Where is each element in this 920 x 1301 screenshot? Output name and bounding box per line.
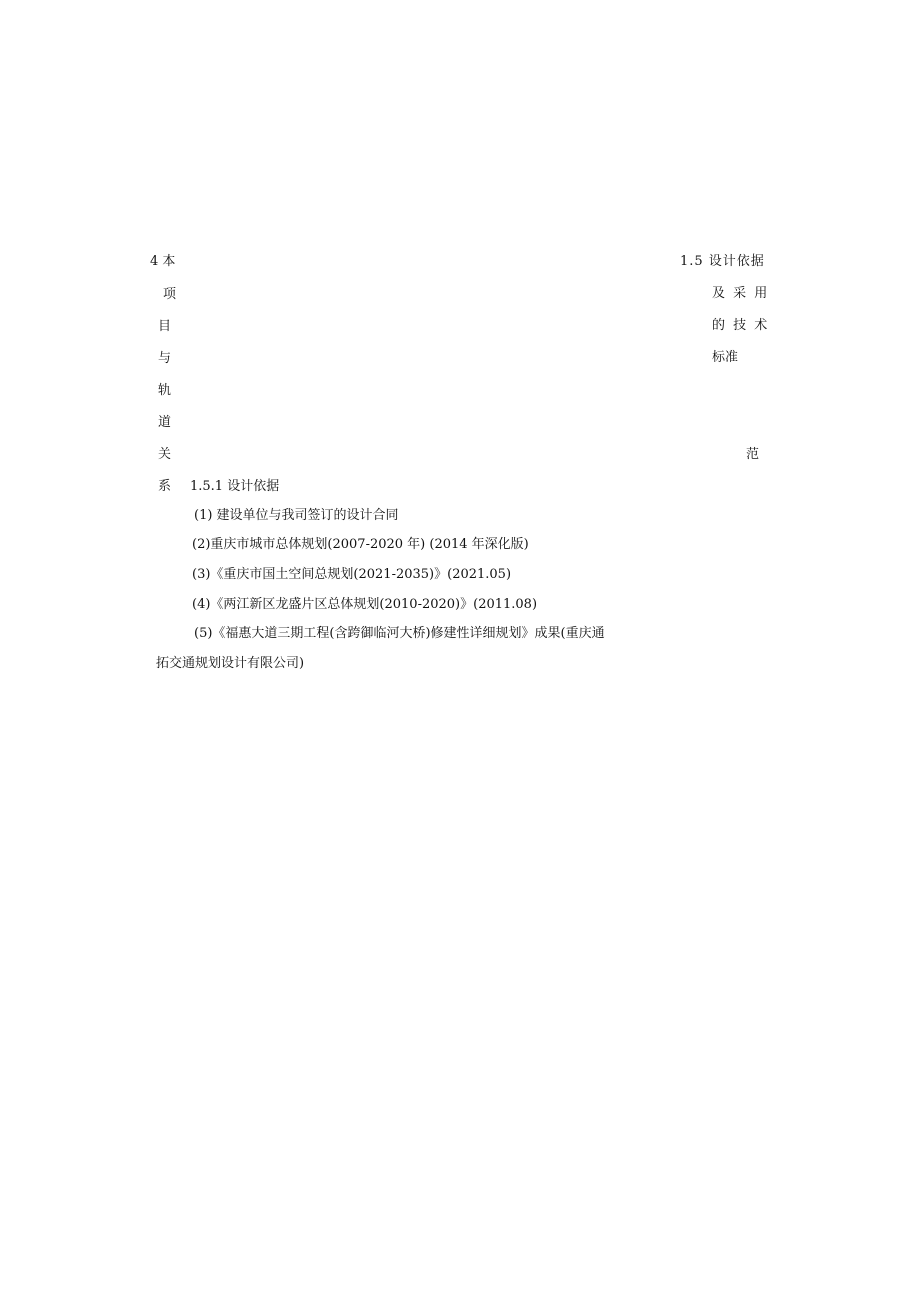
reference-item: (1) 建设单位与我司签订的设计合同 xyxy=(194,508,399,523)
left-heading-char: 系 xyxy=(158,479,172,494)
left-heading-char: 关 xyxy=(158,447,172,462)
reference-item: (5)《福惠大道三期工程(含跨御临河大桥)修建性详细规划》成果(重庆通 xyxy=(194,626,605,641)
section-title: 1.5.1 设计依据 xyxy=(190,479,280,494)
reference-item: (4)《两江新区龙盛片区总体规划(2010-2020)》(2011.08) xyxy=(192,597,538,612)
left-heading-first: 4 本 xyxy=(150,254,176,269)
left-heading-char: 道 xyxy=(158,415,172,430)
right-heading-tail: 范 xyxy=(746,447,760,462)
left-heading-char: 项 xyxy=(163,287,177,302)
right-heading-line: 及 采 用 xyxy=(712,286,770,301)
left-heading-char: 目 xyxy=(158,319,172,334)
left-heading-char: 轨 xyxy=(158,383,172,398)
right-heading-line: 的 技 术 xyxy=(712,318,770,333)
right-heading-line: 1.5 设计依据 xyxy=(680,254,765,269)
reference-item: (3)《重庆市国土空间总规划(2021-2035)》(2021.05) xyxy=(192,567,512,582)
right-heading-line: 标准 xyxy=(712,350,739,365)
left-heading-char: 与 xyxy=(158,351,172,366)
reference-item: (2)重庆市城市总体规划(2007-2020 年) (2014 年深化版) xyxy=(192,537,529,552)
reference-item-continuation: 拓交通规划设计有限公司) xyxy=(156,656,305,671)
